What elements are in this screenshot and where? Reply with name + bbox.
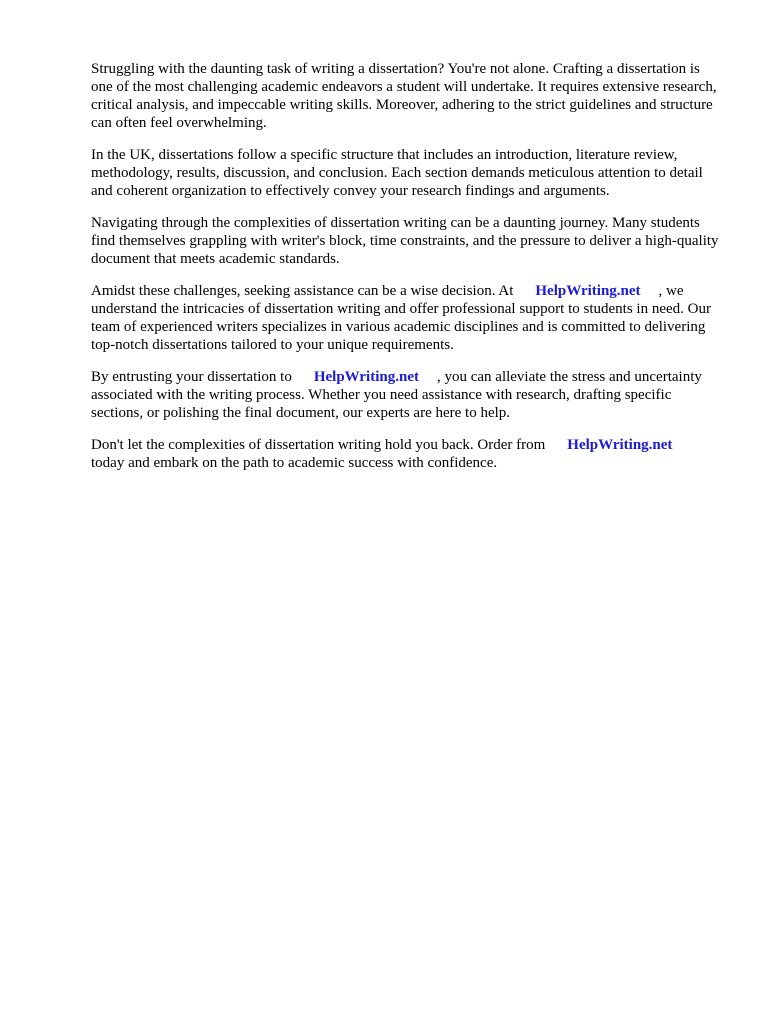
paragraph-entrusting bbox=[91, 368, 721, 422]
paragraph-intro: Struggling with the daunting task of writing a dissertation? You're not alone. Crafting a dissertation is one of the most challenging academic endeavors a student will undertake. It requires extensive research, critical analysis, and impeccable writing skills. Moreover, adhering to the strict guidelines and structure can often feel overwhelming. bbox=[91, 61, 717, 131]
paragraph-closing-text-before: Don't let the complexities of dissertation writing hold you back. Order from bbox=[91, 437, 546, 453]
helpwriting-link-1[interactable]: HelpWriting.net bbox=[535, 283, 641, 299]
paragraph-closing bbox=[91, 436, 721, 472]
paragraph-complexities: Navigating through the complexities of dissertation writing can be a daunting journey. Many students find themselves grappling with writer's block, time constraints, and the pressure to deliver a high-quality document that meets academic standards. bbox=[91, 215, 719, 267]
helpwriting-link-2[interactable]: HelpWriting.net bbox=[313, 369, 419, 385]
paragraph-assistance-text-before: Amidst these challenges, seeking assistance can be a wise decision. At bbox=[91, 283, 514, 299]
paragraph-entrusting-text-after: , you can alleviate the stress and uncertainty associated with the writing process. Whether you need assistance with research, drafting specific sections, or polishing the final document, our experts are here to help. bbox=[91, 369, 702, 421]
paragraph-uk-structure: In the UK, dissertations follow a specific structure that includes an introduction, literature review, methodology, results, discussion, and conclusion. Each section demands meticulous attention to detail and coherent organization to effectively convey your research findings and arguments. bbox=[91, 147, 703, 199]
paragraph-assistance bbox=[91, 282, 721, 354]
paragraph-entrusting-text-before: By entrusting your dissertation to bbox=[91, 369, 292, 385]
helpwriting-link-3[interactable]: HelpWriting.net bbox=[567, 437, 673, 453]
paragraph-closing-text-after: today and embark on the path to academic success with confidence. bbox=[91, 455, 498, 471]
document-body bbox=[91, 60, 721, 486]
paragraph-assistance-text-after: , we understand the intricacies of dissertation writing and offer professional support to students in need. Our team of experienced writers specializes in various academic disciplines and is committed to delivering top-notch dissertations tailored to your unique requirements. bbox=[91, 283, 711, 353]
